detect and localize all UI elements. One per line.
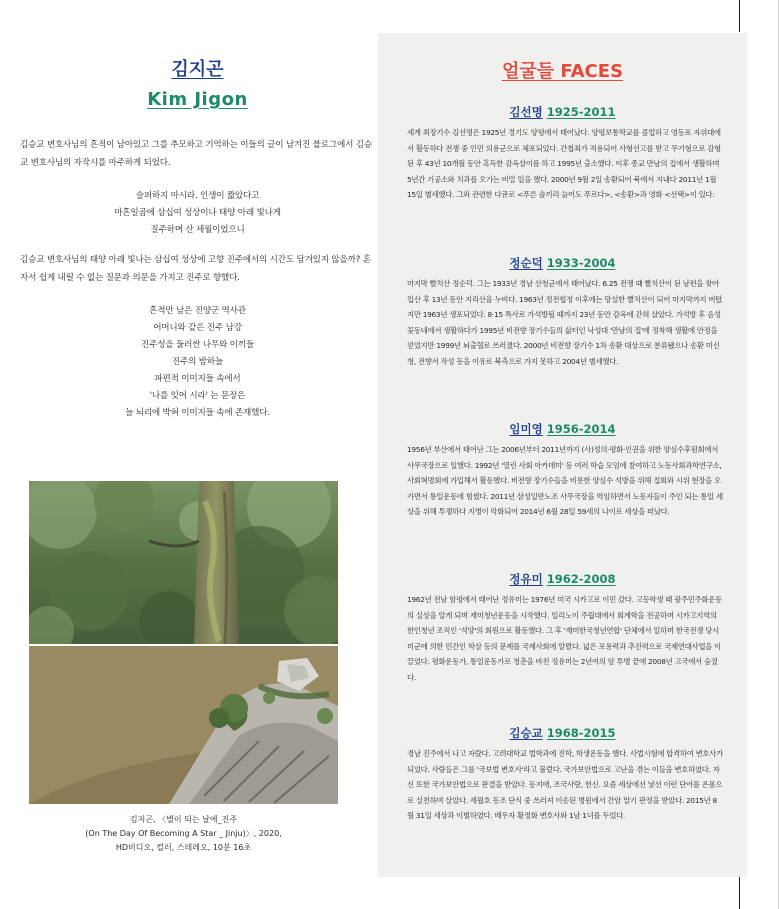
poem-line: '나를 잊어 시라' 는 문장은 — [149, 391, 246, 401]
frame-line-side — [778, 0, 779, 909]
poem-line: 어머니와 같은 진주 남강 — [153, 323, 242, 333]
frame-line-top — [739, 0, 740, 32]
person-bio: 마지막 빨치산 정순덕. 그는 1933년 경남 산청군에서 태어났다. 6.25 전쟁 때 빨치산이 된 남편을 찾아 입산 후 13년 동안 지리산을 누비다. 1963년 정전협정 이후에는 망실한 빨치산이 되어 마지막까지 버텼지만 1963년 생포되었다. 8·15 특사로 가석방될 때까지 23년 동안 감옥에 갇혀 살았다. 가석방 후 음성 꽃동네에서 생활하다가 1995년 비전향 장기수들의 삶터인 낙성대 '만남의 집'에 정착해 생활에 안정을 얻었지만 1999년 뇌출혈로 쓰러졌다. 2000년 비전향 장기수 1차 송환 대상으로 분류됐으나 송환 미신청, 전향서 작성 등을 이유로 북측으로 가지 못하고 2004년 별세했다. — [407, 279, 723, 366]
caption-line: (On The Day Of Becoming A Star _ Jinju)〉, 2020, — [85, 829, 282, 838]
intro-paragraph: 김승교 변호사님의 흔적이 남아있고 그를 추모하고 기억하는 이들의 글이 남겨진 블로그에서 김승교 변호사님의 자작시를 마주하게 되었다. — [20, 140, 372, 168]
person-years: 1956-2014 — [546, 422, 616, 436]
person-heading — [378, 104, 747, 120]
video-still-tree — [29, 481, 338, 644]
poem-line: 진주의 밤하늘 — [171, 357, 224, 367]
poem-line: 파편적 이미지들 속에서 — [154, 374, 241, 384]
person-bio: 1962년 전남 함평에서 태어난 정유미는 1976년 미국 시카고로 이민 갔다. 고등학생 때 광주민주화운동의 실상을 알게 되며 재미청년운동을 시작했다. 일리노이 주립대에서 회계학을 전공하며 시카고지역의 한인청년 조직인 '석양'의 회원으로 활동했다. 그 후 '재미한국청년연합' 단체에서 일하며 한국전쟁 당시 미군에 의한 민간인 학살 등의 문제를 국제사회에 알렸다. 넓은 포용력과 추진력으로 국제연대사업을 이끌었다. 평화운동가, 통일운동가로 청춘을 바친 정유미는 2년여의 암 투병 끝에 2008년 고국에서 숨졌다. — [407, 595, 722, 682]
poem-line: 질주하며 산 세월이었으니 — [150, 225, 245, 235]
poem-line: 마흔일곱에 삼십여 성상이나 태양 아래 빛나게 — [114, 208, 281, 218]
person-years: 1925-2011 — [546, 105, 616, 119]
person-name: 김선명 — [509, 105, 543, 119]
artist-name-english: Kim Jigon — [147, 89, 248, 110]
person-years: 1962-2008 — [546, 572, 616, 586]
poem-line: 진주성을 둘러싼 나무와 이끼들 — [141, 340, 254, 350]
frame-line-bottom — [739, 877, 740, 909]
image-caption — [29, 813, 338, 855]
person-name: 정순덕 — [509, 256, 543, 270]
person-heading — [378, 725, 747, 741]
artist-poem — [20, 303, 375, 422]
poem-line: 슬퍼하지 마시라. 인생이 짧았다고 — [135, 191, 260, 201]
person-heading — [378, 571, 747, 587]
person-name: 김승교 — [509, 726, 543, 740]
person-bio: 세계 최장기수 김선명은 1925년 경기도 양평에서 태어났다. 양평보통학교를 졸업하고 영등포 자위대에서 활동하다 전쟁 중 인민 의용군으로 체포되었다. 간첩죄가 적용되어 사형선고를 받고 무기형으로 감형된 후 43년 10개월 동안 혹독한 감옥살이를 하고 1995년 출소했다. 이후 종교 만남의 집에서 생활하며 5년간 기공소와 치과를 오가는 비밀 일을 했다. 2000년 9월 2일 송환되어 북에서 지내다 2011년 1월 15일 별세했다. 그와 관련한 다큐로 <푸른 솔끼리 늙어도 푸르다>, <송환>과 영화 <선택>이 있다. — [407, 128, 721, 200]
poem-excerpt — [20, 188, 375, 239]
person-name: 임미영 — [509, 422, 543, 436]
faces-panel — [378, 33, 747, 877]
video-still-river-rocks — [29, 646, 338, 804]
person-bio: 1956년 부산에서 태어난 그는 2006년부터 2011년까지 (사)정의·평화·인권을 위한 양심수후원회에서 사무국장으로 일했다. 1992년 '열린 사회 아카데미' 등 여러 학습 모임에 참여하고 노동사회과학연구소, 사회혁명회에 가입해서 활동했다. 비전향 장기수들을 비롯한 양심수 석방을 위해 집회와 시위 현장을 오가면서 통일운동에 힘썼다. 2011년 삼성일반노조 사무국장을 역임하면서 노동자들이 주인 되는 통일 세상을 위해 투쟁하다 지병이 악화되어 2014년 6월 28일 59세의 나이로 세상을 떠났다. — [407, 445, 723, 517]
poem-line: 늘 뇌리에 박혀 이미지들 속에 존재했다. — [125, 408, 270, 418]
person-name: 정유미 — [509, 572, 543, 586]
caption-line: HD비디오, 컬러, 스테레오, 10분 16초 — [115, 843, 252, 852]
person-heading — [378, 255, 747, 271]
person-years: 1968-2015 — [546, 726, 616, 740]
faces-title: 얼굴들 FACES — [501, 61, 624, 82]
person-heading — [378, 421, 747, 437]
person-years: 1933-2004 — [546, 256, 616, 270]
caption-line: 김지곤, 〈별이 되는 날에_진주 — [129, 815, 238, 824]
person-bio: 경남 진주에서 나고 자랐다. 고려대학교 법학과에 진학, 학생운동을 했다. 사법시험에 합격하여 변호사가 되었다. 사람들은 그를 '국보법 변호사'라고 불렀다. 국가보안법으로 고난을 겪는 이들을 변호하였다. 자신 또한 국가보안법으로 판결을 받았다. 동지애, 조국사랑, 헌신. 요즘 세상에선 낯선 이런 단어를 온몸으로 실천하며 살았다. 세월호 등조 단식 중 쓰러져 이송된 병원에서 간암 말기 판정을 받았다. 2015년 8월 31일 세상과 이별하였다. 배우자 황정화 변호사와 1남 1녀를 두었다. — [407, 749, 723, 821]
poem-line: 흔적만 남은 진양군 역사관 — [149, 306, 246, 316]
middle-paragraph: 김승교 변호사님의 태양 아래 빛나는 삼십여 성상에 고향 진주에서의 시간도 담겨있지 않을까? 혼자서 쉽게 내릴 수 없는 질문과 의문을 가지고 진주로 향했다. — [20, 255, 371, 283]
artist-name-korean: 김지곤 — [171, 59, 224, 80]
artist-section — [20, 55, 375, 422]
